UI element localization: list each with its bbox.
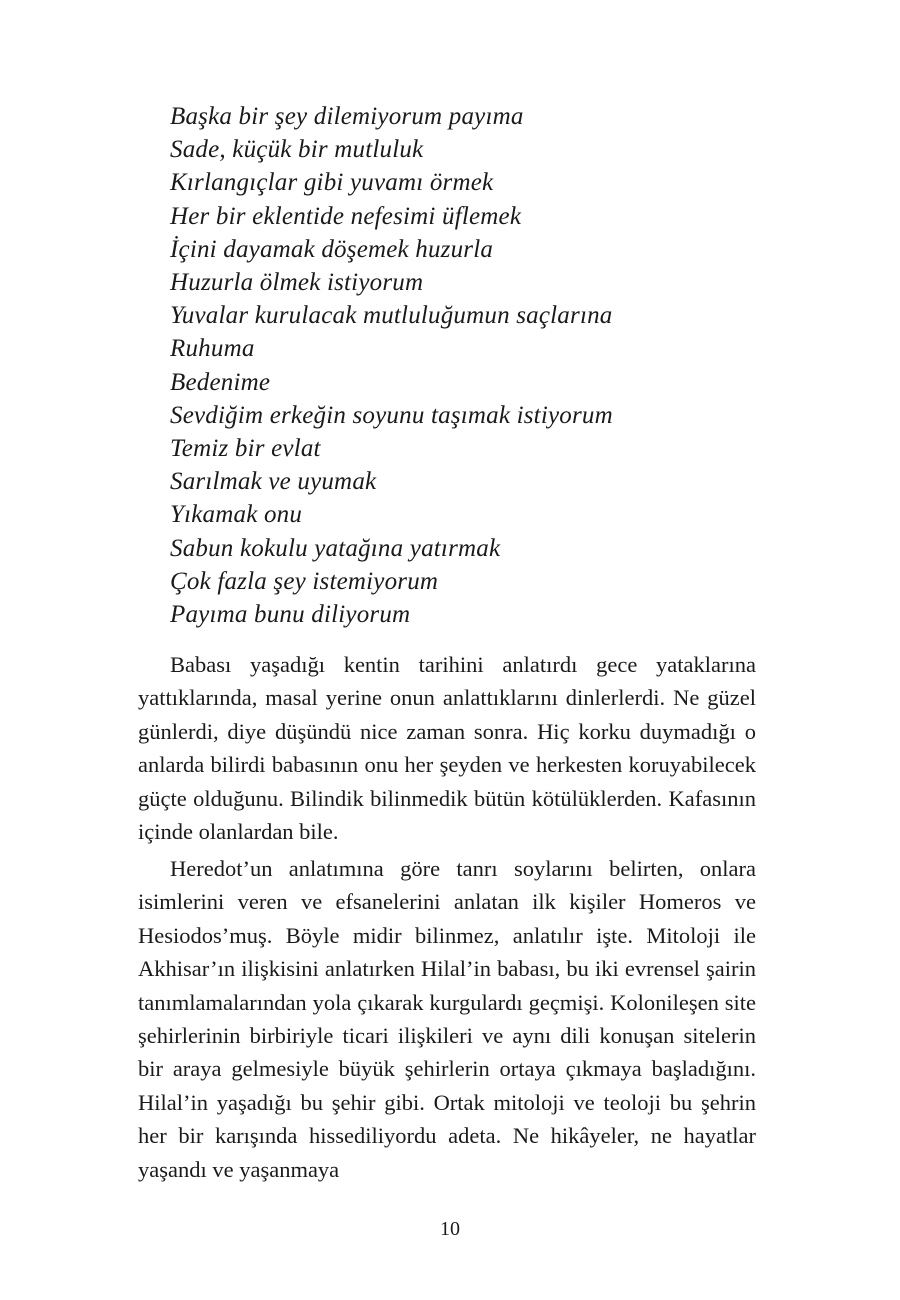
poem-line: Huzurla ölmek istiyorum bbox=[170, 269, 424, 297]
poem-line: Sade, küçük bir mutluluk bbox=[170, 136, 424, 164]
body-paragraph: Babası yaşadığı kentin tarihini anlatırdı gece yataklarına yattıklarında, masal yerine onun anlattıklarını dinlerlerdi. Ne güzel günlerdi, diye düşündü nice zaman sonra. Hiç korku duymadığı o anlarda bilirdi babasının onu her şeyden ve herkesten koruyabilecek güçte olduğunu. Bilindik bilinmedik bütün kötülüklerden. Kafasının içinde olanlardan bile. bbox=[138, 652, 756, 845]
poem-line: Her bir eklentide nefesimi üflemek bbox=[170, 202, 522, 230]
poem-line: Yıkamak onu bbox=[170, 501, 303, 529]
poem-line: Ruhuma bbox=[170, 335, 255, 363]
poem-line: Payıma bunu diliyorum bbox=[170, 601, 411, 629]
poem-line: Sarılmak ve uyumak bbox=[170, 468, 377, 496]
body-paragraph: Heredot’un anlatımına göre tanrı soylarını belirten, onlara isimlerini veren ve efsanelerini anlatan ilk kişiler Homeros ve Hesiodos’muş. Böyle midir bilinmez, anlatılır işte. Mitoloji ile Akhisar’ın ilişkisini anlatırken Hilal’in babası, bu iki evrensel şairin tanımlamalarından yola çıkarak kurgulardı geçmişi. Kolonileşen site şehirlerinin birbiriyle ticari ilişkileri ve aynı dili konuşan sitelerin bir araya gelmesiyle büyük şehirlerin ortaya çıkmaya başladığını. Hilal’in yaşadığı bu şehir gibi. Ortak mitoloji ve teoloji bu şehrin her bir karışında hissediliyordu adeta. Ne hikâyeler, ne hayatlar yaşandı ve yaşanmaya bbox=[138, 856, 756, 1182]
poem-line: Bedenime bbox=[170, 368, 271, 396]
poem-line: Temiz bir evlat bbox=[170, 435, 321, 463]
poem-line: Yuvalar kurulacak mutluluğumun saçlarına bbox=[170, 302, 613, 330]
page-number: 10 bbox=[440, 1218, 460, 1240]
poem-line: Başka bir şey dilemiyorum payıma bbox=[170, 103, 524, 130]
poem-line: Kırlangıçlar gibi yuvamı örmek bbox=[170, 169, 494, 197]
poem-line: Sabun kokulu yatağına yatırmak bbox=[170, 534, 501, 562]
poem-line: Çok fazla şey istemiyorum bbox=[170, 567, 439, 595]
poem-line: İçini dayamak döşemek huzurla bbox=[170, 235, 494, 263]
poem bbox=[170, 100, 613, 631]
poem-line: Sevdiğim erkeğin soyunu taşımak istiyorum bbox=[170, 401, 613, 429]
